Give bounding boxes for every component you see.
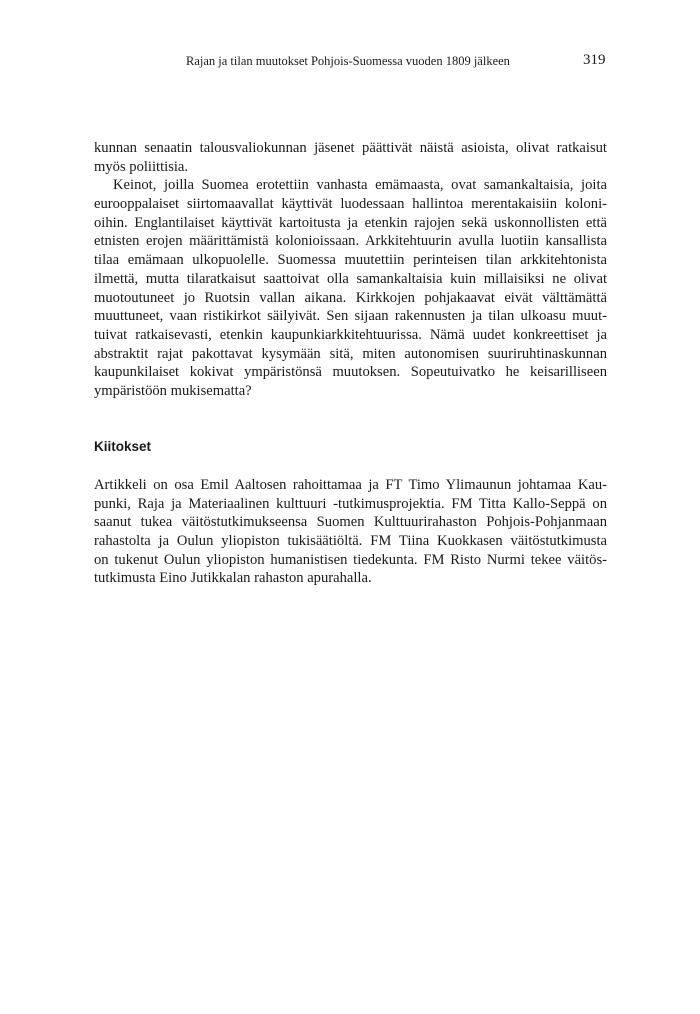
text-line: kaupunkilaiset kokivat ympäristönsä muutoksen. Sopeutuivatko he keisarilliseen — [94, 364, 607, 381]
text-line: ilmettä, mutta tilaratkaisut saattoivat olla samankaltaisia kuin millaisiksi ne olivat — [94, 270, 607, 287]
text-line: tutkimusta Eino Jutikkalan rahaston apurahalla. — [94, 570, 372, 587]
text-line: abstraktit rajat pakottavat kysymään sitä, miten autonomisen suuriruhtinaskunnan — [94, 345, 607, 362]
text-line: Keinot, joilla Suomea erotettiin vanhasta emämaasta, ovat samankaltaisia, joita — [113, 177, 607, 194]
text-line: kunnan senaatin talousvaliokunnan jäsenet päättivät näistä asioista, olivat ratkaisut — [94, 140, 607, 156]
text-line: eurooppalaiset siirtomaavallat käyttivät luodessaan hallintoa merentakaisiin koloni- — [94, 196, 607, 213]
text-line: on tukenut Oulun yliopiston humanistisen tiedekunta. FM Risto Nurmi tekee väitös- — [94, 551, 607, 568]
text-line: tilaa emämaan ulkopuolelle. Suomessa muutettiin perinteisen tilan arkkitehtonista — [94, 252, 607, 269]
text-line: saanut tukea väitöstutkimukseensa Suomen Kulttuurirahaston Pohjois-Pohjanmaan — [94, 514, 607, 531]
running-title: Rajan ja tilan muutokset Pohjois-Suomessa vuoden 1809 jälkeen — [186, 54, 510, 68]
text-line: punki, Raja ja Materiaalinen kulttuuri -tutkimusprojektia. FM Titta Kallo-Seppä on — [94, 495, 607, 512]
text-line: Artikkeli on osa Emil Aaltosen rahoittamaa ja FT Timo Ylimaunun johtamaa Kau- — [94, 477, 607, 493]
text-line: myös poliittisia. — [94, 158, 189, 175]
text-line: muuttuneet, vaan ristikirkot säilyivät. Sen sijaan rakennusten ja tilan ulkoasu muut- — [94, 308, 607, 325]
text-line: rahastolta ja Oulun yliopiston tukisäätiöltä. FM Tiina Kuokkasen väitöstutkimusta — [94, 533, 607, 550]
page-number: 319 — [583, 52, 606, 68]
text-line: etnisten erojen määrittämistä kolonioissaan. Arkkitehtuurin avulla luotiin kansallista — [94, 233, 607, 250]
text-line: muotoutuneet jo Ruotsin vallan aikana. Kirkkojen pohjakaavat eivät välttämättä — [94, 289, 607, 306]
text-line: oihin. Englantilaiset käyttivät kartoitusta ja etenkin rajojen sekä uskonnollisten että — [94, 214, 607, 231]
body-paragraph-acknowledgements — [94, 476, 607, 588]
text-line: ympäristöön mukisematta? — [94, 382, 252, 399]
section-heading: Kiitokset — [94, 439, 152, 454]
running-header — [0, 52, 700, 74]
text-line: tuivat ratkaisevasti, etenkin kaupunkiarkkitehtuurissa. Nämä uudet konkreettiset ja — [94, 326, 607, 343]
body-paragraph-conclusion — [94, 139, 607, 401]
